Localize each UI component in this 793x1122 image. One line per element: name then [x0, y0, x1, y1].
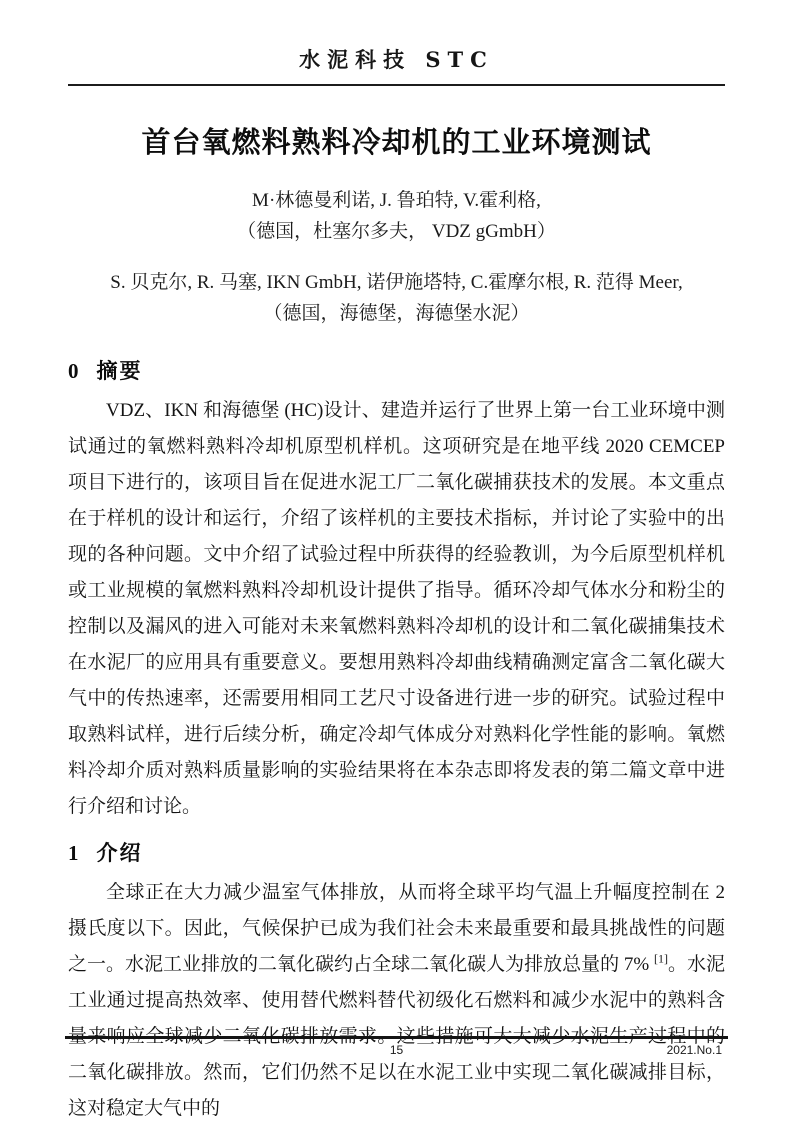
section-title: 摘要 — [96, 360, 143, 383]
section-title: 介绍 — [96, 842, 143, 865]
article-title: 首台氧燃料熟料冷却机的工业环境测试 — [141, 127, 652, 159]
author-affiliation: （德国，杜塞尔多夫， VDZ gGmbH） — [237, 221, 556, 242]
section-number: 0 — [68, 359, 79, 383]
author-names: M·林德曼利诺, J. 鲁珀特, V.霍利格, — [252, 190, 541, 211]
footer-rule — [65, 1036, 728, 1039]
page-content — [68, 0, 725, 1122]
author-block-ikn-hc — [68, 267, 725, 329]
author-block-vdz — [68, 185, 725, 247]
section-heading-introduction — [68, 837, 725, 867]
journal-title: 水泥科技 STC — [299, 47, 494, 72]
introduction-paragraph — [68, 875, 725, 1122]
introduction-text-after-ref: 。水泥工业通过提高热效率、使用替代燃料替代初级化石燃料和减少水泥中的熟料含量来响应全球减少二氧化碳排放需求。这些措施可大大减少水泥生产过程中的二氧化碳排放。然而，它们仍然不足以在水泥工业中实现二氧化碳减排目标，这对稳定大气中的 — [68, 954, 725, 1119]
section-number: 1 — [68, 841, 79, 865]
page-number: 15 — [389, 1043, 404, 1057]
header-rule — [68, 84, 725, 86]
author-affiliation: （德国，海德堡，海德堡水泥） — [263, 303, 530, 324]
abstract-paragraph: VDZ、IKN 和海德堡 (HC)设计、建造并运行了世界上第一台工业环境中测试通过的氧燃料熟料冷却机原型机样机。这项研究是在地平线 2020 CEMCEP 项目下进行的，该项目旨在促进水泥工厂二氧化碳捕获技术的发展。本文重点在于样机的设计和运行，介绍了该样机的主要技术指标，并讨论了实验中的出现的各种问题。文中介绍了试验过程中所获得的经验教训，为今后原型机样机或工业规模的氧燃料熟料冷却机设计提供了指导。循环冷却气体水分和粉尘的控制以及漏风的进入可能对未来氧燃料熟料冷却机的设计和二氧化碳捕集技术在水泥厂的应用具有重要意义。要想用熟料冷却曲线精确测定富含二氧化碳大气中的传热速率，还需要用相同工艺尺寸设备进行进一步的研究。试验过程中取熟料试样，进行后续分析，确定冷却气体成分对熟料化学性能的影响。氧燃料冷却介质对熟料质量影响的实验结果将在本杂志即将发表的第二篇文章中进行介绍和讨论。 — [68, 400, 725, 817]
section-heading-abstract — [68, 355, 725, 385]
author-names: S. 贝克尔, R. 马塞, IKN GmbH, 诺伊施塔特, C.霍摩尔根, R. 范得 Meer, — [110, 272, 683, 293]
introduction-text-before-ref: 全球正在大力减少温室气体排放，从而将全球平均气温上升幅度控制在 2 摄氏度以下。因此，气候保护已成为我们社会未来最重要和最具挑战性的问题之一。水泥工业排放的二氧化碳约占全球二氧化碳人为排放总量的 7% — [68, 882, 725, 975]
issue-label: 2021.No.1 — [666, 1043, 722, 1057]
reference-marker-1: [1] — [653, 951, 668, 966]
